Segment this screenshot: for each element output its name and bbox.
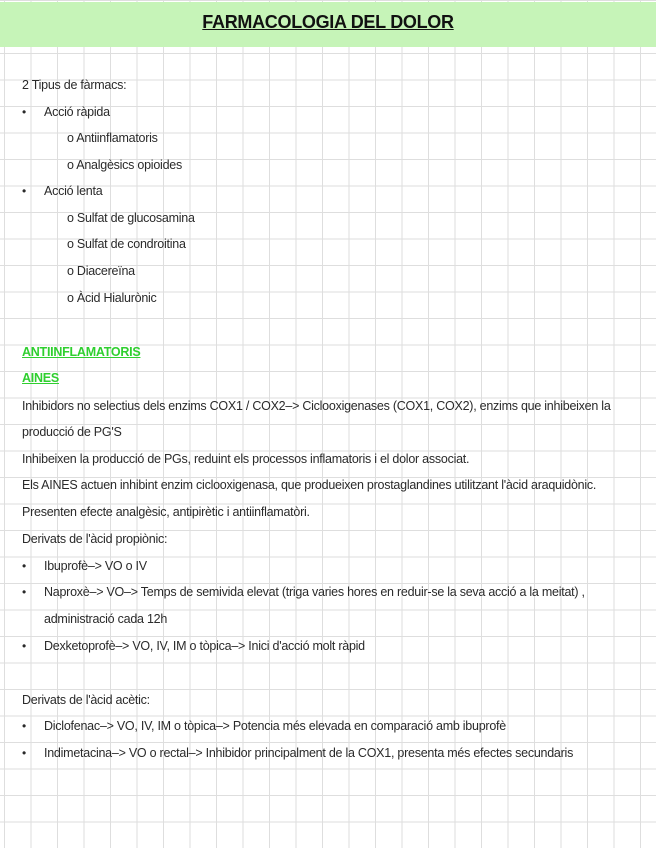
slow-item: o Diacereïna	[67, 264, 135, 278]
page-title: FARMACOLOGIA DEL DOLOR	[202, 12, 454, 32]
rapid-label: Acció ràpida	[44, 105, 110, 119]
bullet-glyph: •	[22, 746, 27, 760]
acetic-item: Indimetacina–> VO o rectal–> Inhibidor principalment de la COX1, presenta més efectes secundaris	[44, 746, 574, 760]
paragraph-line: Els AINES actuen inhibint enzim ciclooxigenasa, que produeixen prostaglandines utilitzant l'àcid araquidònic.	[22, 478, 597, 492]
propionic-item-continuation: administració cada 12h	[44, 612, 168, 626]
propionic-item: Naproxè–> VO–> Temps de semivida elevat (triga varies hores en reduir-se la seva acció a la meitat) ,	[44, 585, 585, 599]
bullet-glyph: •	[22, 639, 27, 653]
slow-item: o Sulfat de condroitina	[67, 237, 186, 251]
paragraph-line: Inhibeixen la producció de PGs, reduint els processos inflamatoris i el dolor associat.	[22, 452, 470, 466]
paragraph-line: producció de PG'S	[22, 425, 122, 439]
section-heading-aines: AINES	[22, 371, 59, 385]
bullet-glyph: •	[22, 559, 27, 573]
propionic-label: Derivats de l'àcid propiònic:	[22, 532, 168, 546]
propionic-item: Ibuprofè–> VO o IV	[44, 559, 147, 573]
bullet-glyph: •	[22, 719, 27, 733]
bullet-glyph: •	[22, 105, 27, 119]
paragraph-line: Presenten efecte analgèsic, antipirètic i antiinflamatòri.	[22, 505, 310, 519]
bullet-glyph: •	[22, 585, 27, 599]
paragraph-line: Inhibidors no selectius dels enzims COX1 / COX2–> Ciclooxigenases (COX1, COX2), enzims que inhibeixen la	[22, 399, 611, 413]
acetic-item: Diclofenac–> VO, IV, IM o tòpica–> Potencia més elevada en comparació amb ibuprofè	[44, 719, 506, 733]
propionic-item: Dexketoprofè–> VO, IV, IM o tòpica–> Inici d'acció molt ràpid	[44, 639, 365, 653]
rapid-item: o Analgèsics opioides	[67, 158, 182, 172]
acetic-label: Derivats de l'àcid acètic:	[22, 693, 150, 707]
section-heading-antiinflamatoris: ANTIINFLAMATORIS	[22, 345, 141, 359]
intro-text: 2 Tipus de fàrmacs:	[22, 78, 127, 92]
slow-item: o Àcid Hialurònic	[67, 291, 157, 305]
slow-label: Acció lenta	[44, 184, 103, 198]
bullet-glyph: •	[22, 184, 27, 198]
slow-item: o Sulfat de glucosamina	[67, 211, 195, 225]
rapid-item: o Antiinflamatoris	[67, 131, 158, 145]
